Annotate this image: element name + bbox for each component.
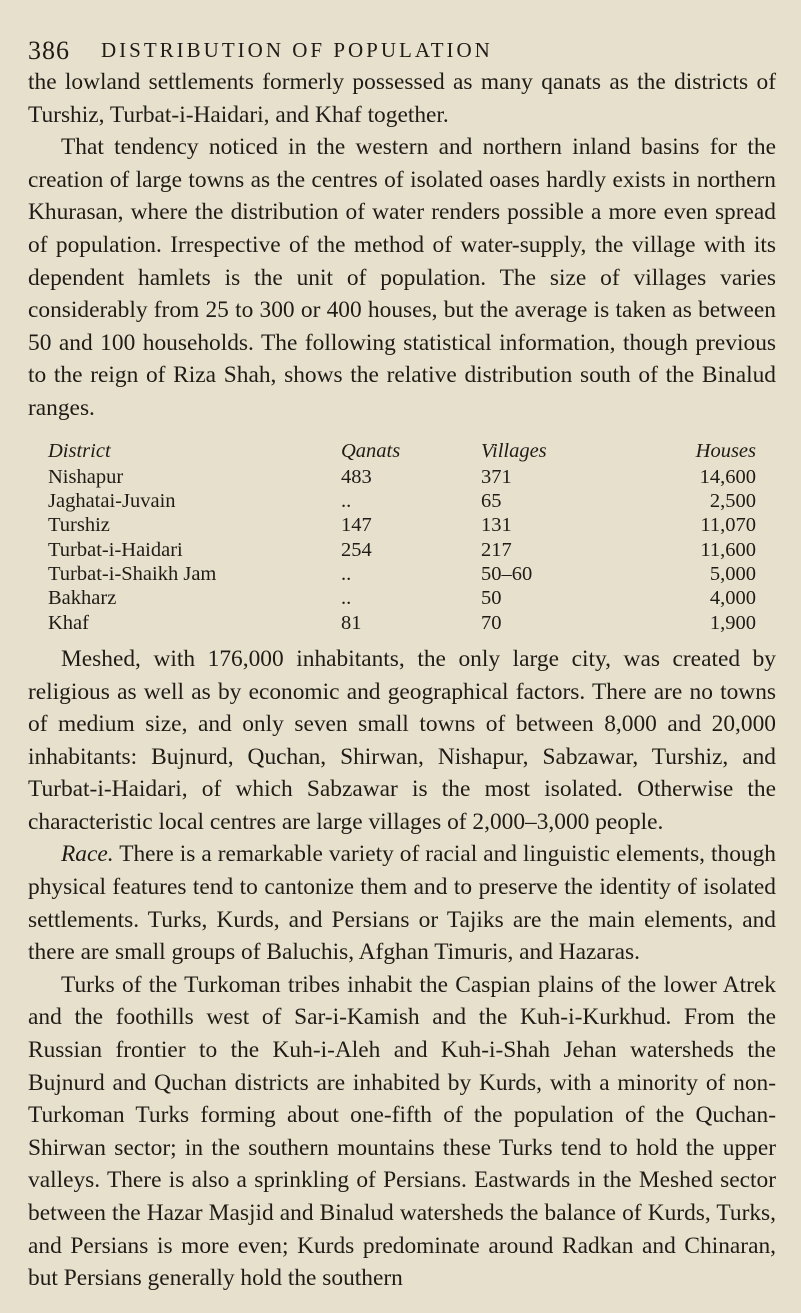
cell-qanats: 147 (341, 514, 372, 537)
cell-villages: 65 (481, 490, 502, 513)
table-row (48, 611, 756, 635)
cell-qanats: .. (341, 490, 352, 513)
cell-district: Turbat-i-Haidari (48, 538, 183, 561)
table-row (48, 513, 756, 537)
race-text: There is a remarkable variety of racial and linguistic elements, though physical features tend to cantonize them and to preserve the identity of isolated settlements. Turks, Kurds, and Persians or Tajiks are the main elements, and there are small groups of Baluchis, Afghan Timuris, and Hazaras. (28, 841, 776, 966)
table-row (48, 489, 756, 513)
cell-district: Jaghatai-Juvain (48, 490, 176, 513)
paragraph-continuation: the lowland settlements formerly possessed as many qanats as the districts of Turshiz, Turbat-i-Haidari, and Khaf together. (28, 69, 776, 128)
cell-district: Turshiz (48, 514, 110, 537)
cell-villages: 371 (481, 465, 512, 488)
running-head: DISTRIBUTION OF POPULATION (101, 38, 493, 62)
table-row (48, 562, 756, 586)
page-body (28, 66, 776, 1295)
cell-qanats: 254 (341, 538, 372, 561)
cell-houses: 14,600 (699, 465, 756, 488)
cell-houses: 4,000 (709, 587, 756, 610)
cell-villages: 50–60 (481, 563, 533, 586)
table-row (48, 465, 756, 489)
table-row (48, 586, 756, 610)
paragraph-race (28, 838, 776, 968)
paragraph-tendency: That tendency noticed in the western and northern inland basins for the creation of large towns as the centres of isolated oases hardly exists in northern Khurasan, where the distribution of water renders possible a more even spread of population. Irrespective of the method of water-supply, the village with its dependent hamlets is the unit of population. The size of villages varies considerably from 25 to 300 or 400 houses, but the average is taken as between 50 and 100 households. The following statistical information, though previous to the reign of Riza Shah, shows the relative distribution south of the Binalud ranges. (28, 134, 776, 421)
cell-houses: 2,500 (709, 490, 756, 513)
cell-houses: 5,000 (709, 563, 756, 586)
cell-villages: 131 (481, 514, 512, 537)
cell-houses: 11,070 (700, 514, 756, 537)
cell-district: Nishapur (48, 465, 124, 488)
header-qanats: Qanats (341, 439, 401, 462)
cell-villages: 70 (481, 611, 502, 634)
cell-villages: 50 (481, 587, 502, 610)
cell-qanats: .. (341, 563, 352, 586)
cell-qanats: 483 (341, 465, 372, 488)
cell-qanats: 81 (341, 611, 362, 634)
header-villages: Villages (481, 439, 547, 462)
table-header-row (48, 439, 756, 463)
cell-qanats: .. (341, 587, 352, 610)
page-number: 386 (28, 36, 70, 65)
district-statistics-table (48, 439, 756, 635)
cell-district: Bakharz (48, 587, 117, 610)
cell-houses: 11,600 (700, 538, 756, 561)
race-heading: Race. (61, 841, 114, 868)
header-houses: Houses (695, 439, 756, 462)
table-row (48, 538, 756, 562)
header-district: District (48, 439, 111, 462)
cell-houses: 1,900 (709, 611, 756, 634)
table-body (48, 465, 756, 635)
cell-district: Turbat-i-Shaikh Jam (48, 563, 217, 586)
paragraph-turks: Turks of the Turkoman tribes inhabit the Caspian plains of the lower Atrek and the foothills west of Sar-i-Kamish and the Kuh-i-Kurkhud. From the Russian frontier to the Kuh-i-Aleh and Kuh-i-Shah Jehan watersheds the Bujnurd and Quchan districts are inhabited by Kurds, with a minority of non-Turkoman Turks forming about one-fifth of the population of the Quchan-Shirwan sector; in the southern mountains these Turks tend to hold the upper valleys. There is also a sprinkling of Persians. Eastwards in the Meshed sector between the Hazar Masjid and Binalud watersheds the balance of Kurds, Turks, and Persians is more even; Kurds predominate around Radkan and Chinaran, but Persians generally hold the southern (28, 971, 776, 1292)
cell-district: Khaf (48, 611, 89, 634)
cell-villages: 217 (481, 538, 512, 561)
paragraph-meshed: Meshed, with 176,000 inhabitants, the only large city, was created by religious as well as by economic and geographical factors. There are no towns of medium size, and only seven small towns of between 8,000 and 20,000 inhabitants: Bujnurd, Quchan, Shirwan, Nishapur, Sabzawar, Turshiz, and Turbat-i-Haidari, of which Sabzawar is the most isolated. Otherwise the characteristic local centres are large villages of 2,000–3,000 people. (28, 645, 776, 835)
